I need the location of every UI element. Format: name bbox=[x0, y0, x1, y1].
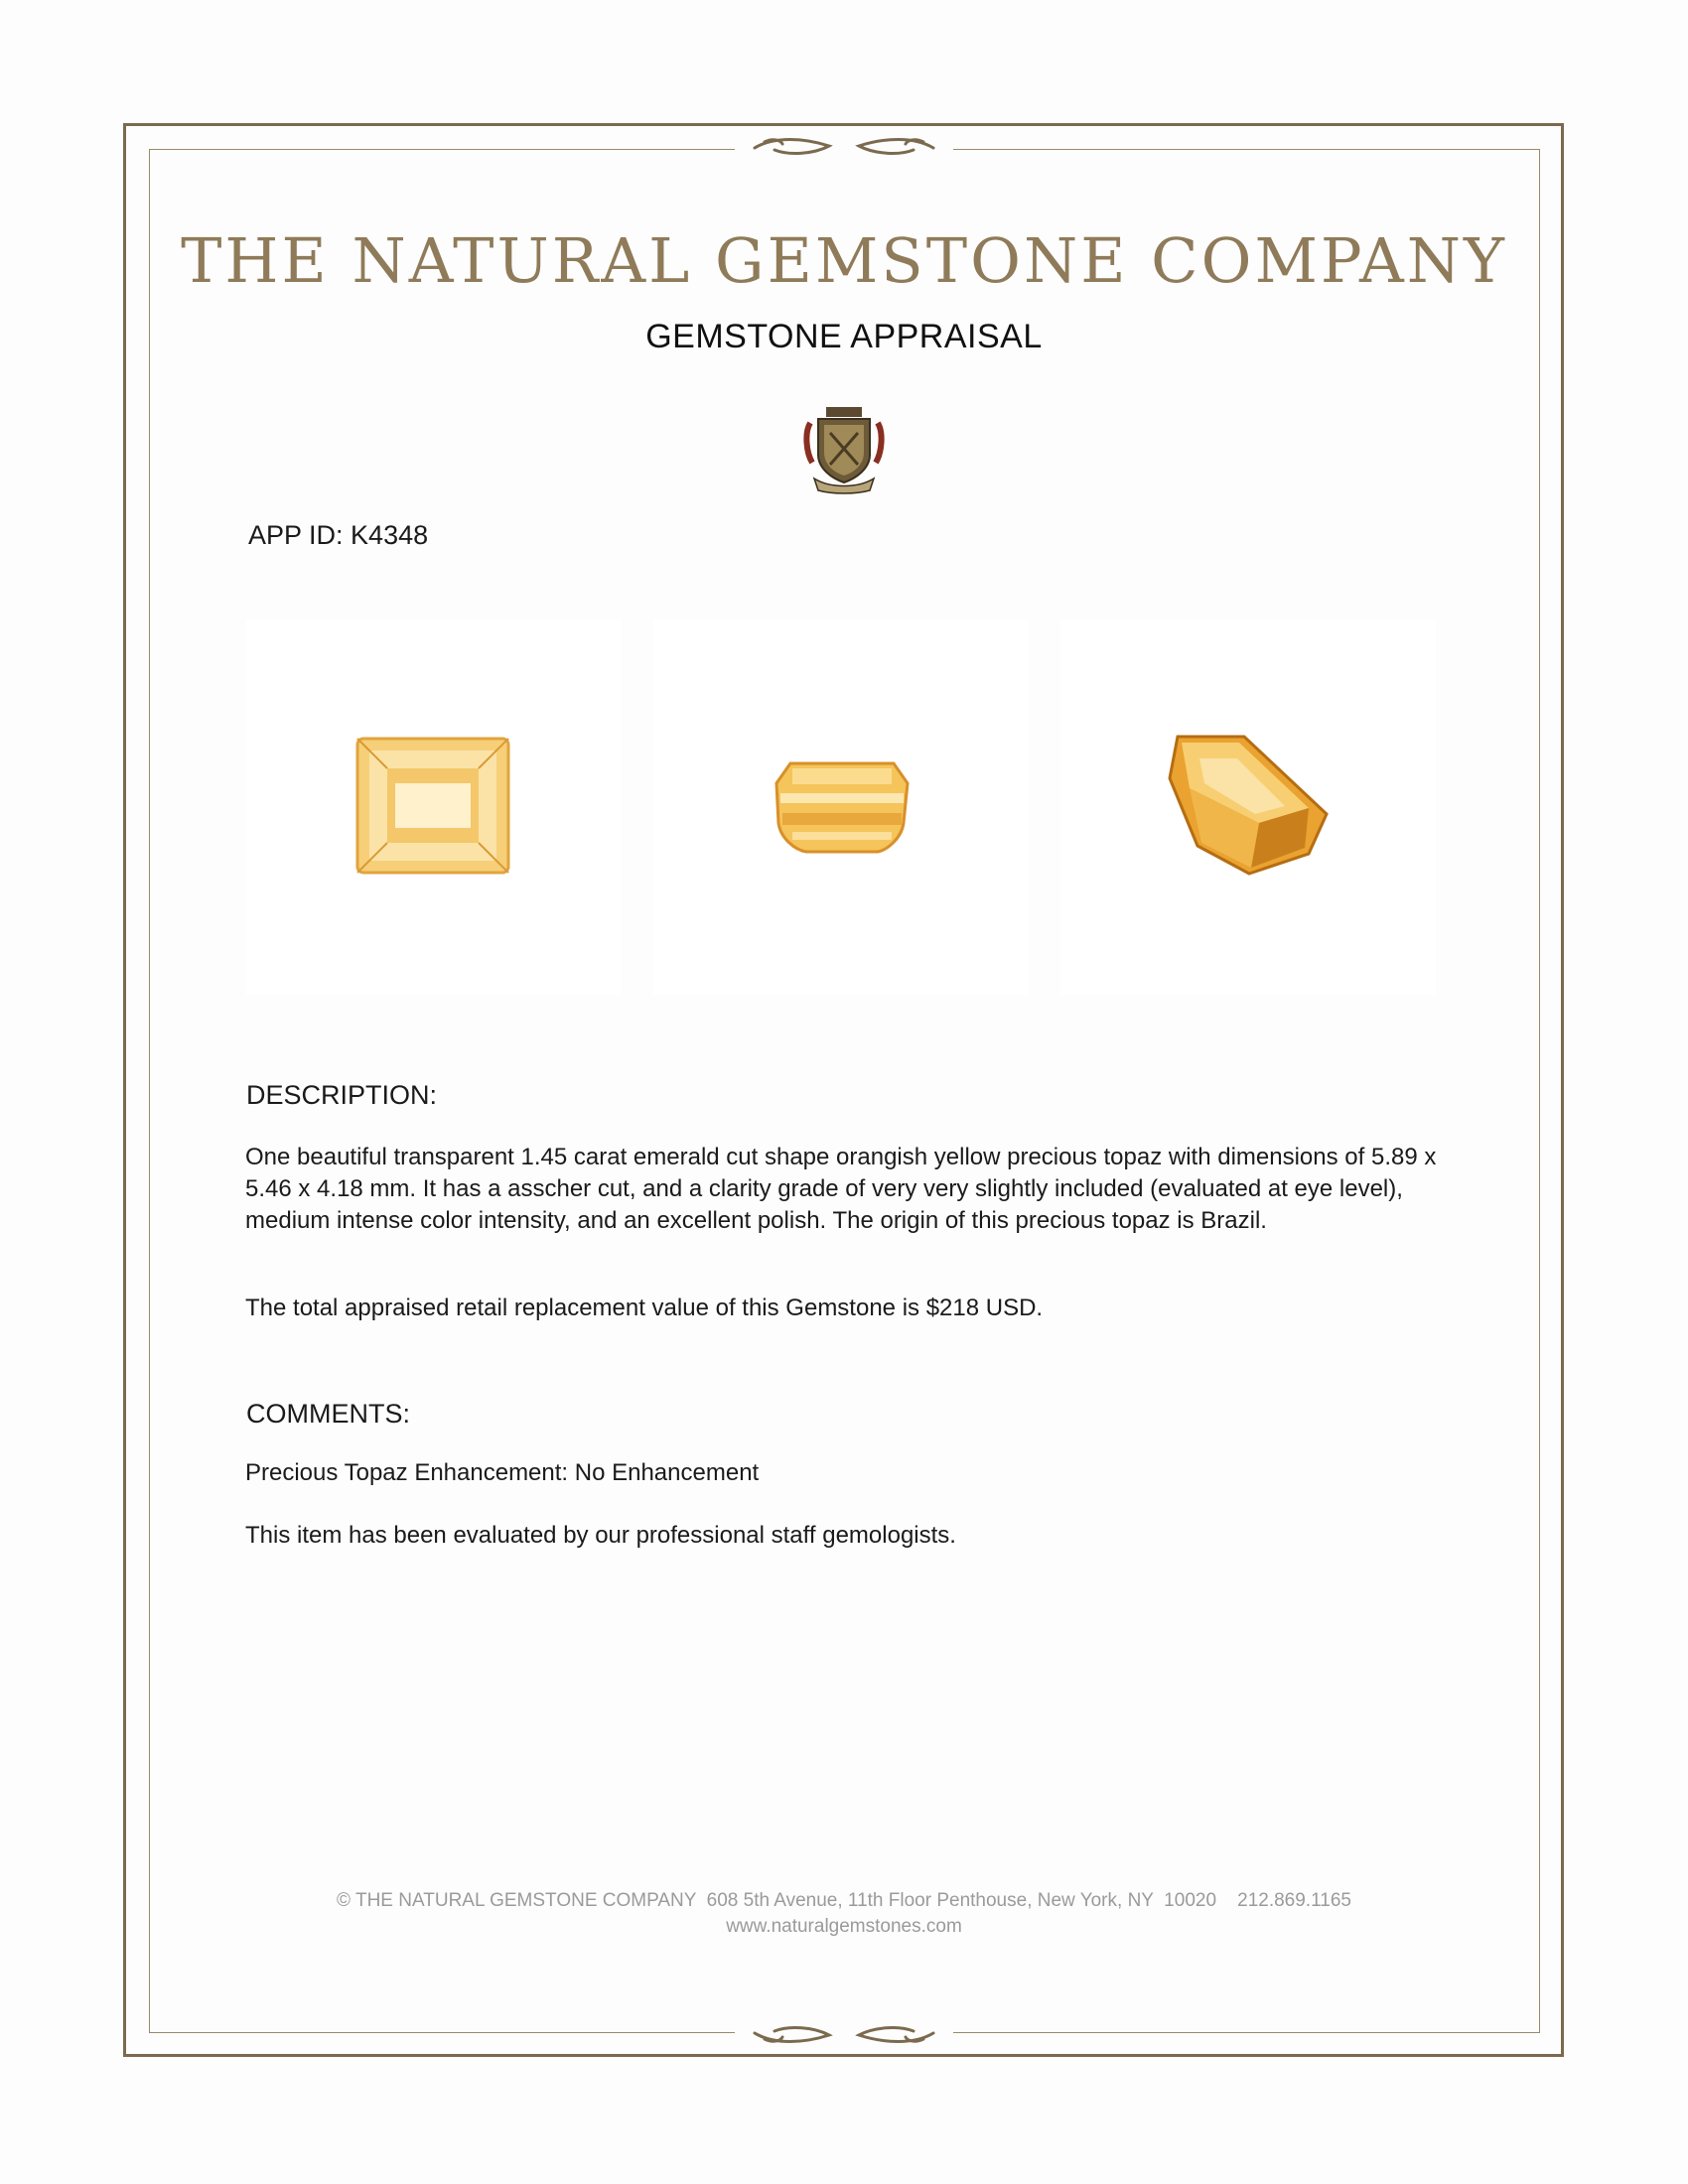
gem-photo-top-view bbox=[246, 619, 622, 995]
gem-photo-angled-view bbox=[1060, 619, 1436, 995]
description-text: One beautiful transparent 1.45 carat emerald cut shape orangish yellow precious topaz with dimensions of 5.89 x 5.46 x 4.18 mm. It has a asscher cut, and a clarity grade of very very slightly included (evaluated at eye level), medium intense color intensity, and an excellent polish. The origin of this precious topaz is Brazil. bbox=[245, 1144, 1437, 1234]
company-name: THE NATURAL GEMSTONE COMPANY bbox=[181, 224, 1507, 297]
app-id: APP ID: K4348 bbox=[248, 520, 429, 550]
evaluation-text: This item has been evaluated by our professional staff gemologists. bbox=[245, 1522, 956, 1549]
gem-photo-side-view bbox=[653, 619, 1029, 995]
comments-heading: COMMENTS: bbox=[246, 1399, 410, 1429]
document-title: GEMSTONE APPRAISAL bbox=[645, 318, 1043, 355]
footer-address: © THE NATURAL GEMSTONE COMPANY 608 5th Avenue, 11th Floor Penthouse, New York, NY 10020 212.869.1165 bbox=[337, 1890, 1351, 1911]
footer-website: www.naturalgemstones.com bbox=[726, 1916, 962, 1937]
bottom-flourish-ornament bbox=[735, 2017, 953, 2051]
appraised-value-text: The total appraised retail replacement value of this Gemstone is $218 USD. bbox=[245, 1295, 1044, 1321]
company-crest-logo bbox=[800, 403, 888, 494]
enhancement-text: Precious Topaz Enhancement: No Enhancement bbox=[245, 1459, 760, 1486]
top-flourish-ornament bbox=[735, 130, 953, 164]
description-heading: DESCRIPTION: bbox=[246, 1080, 438, 1110]
